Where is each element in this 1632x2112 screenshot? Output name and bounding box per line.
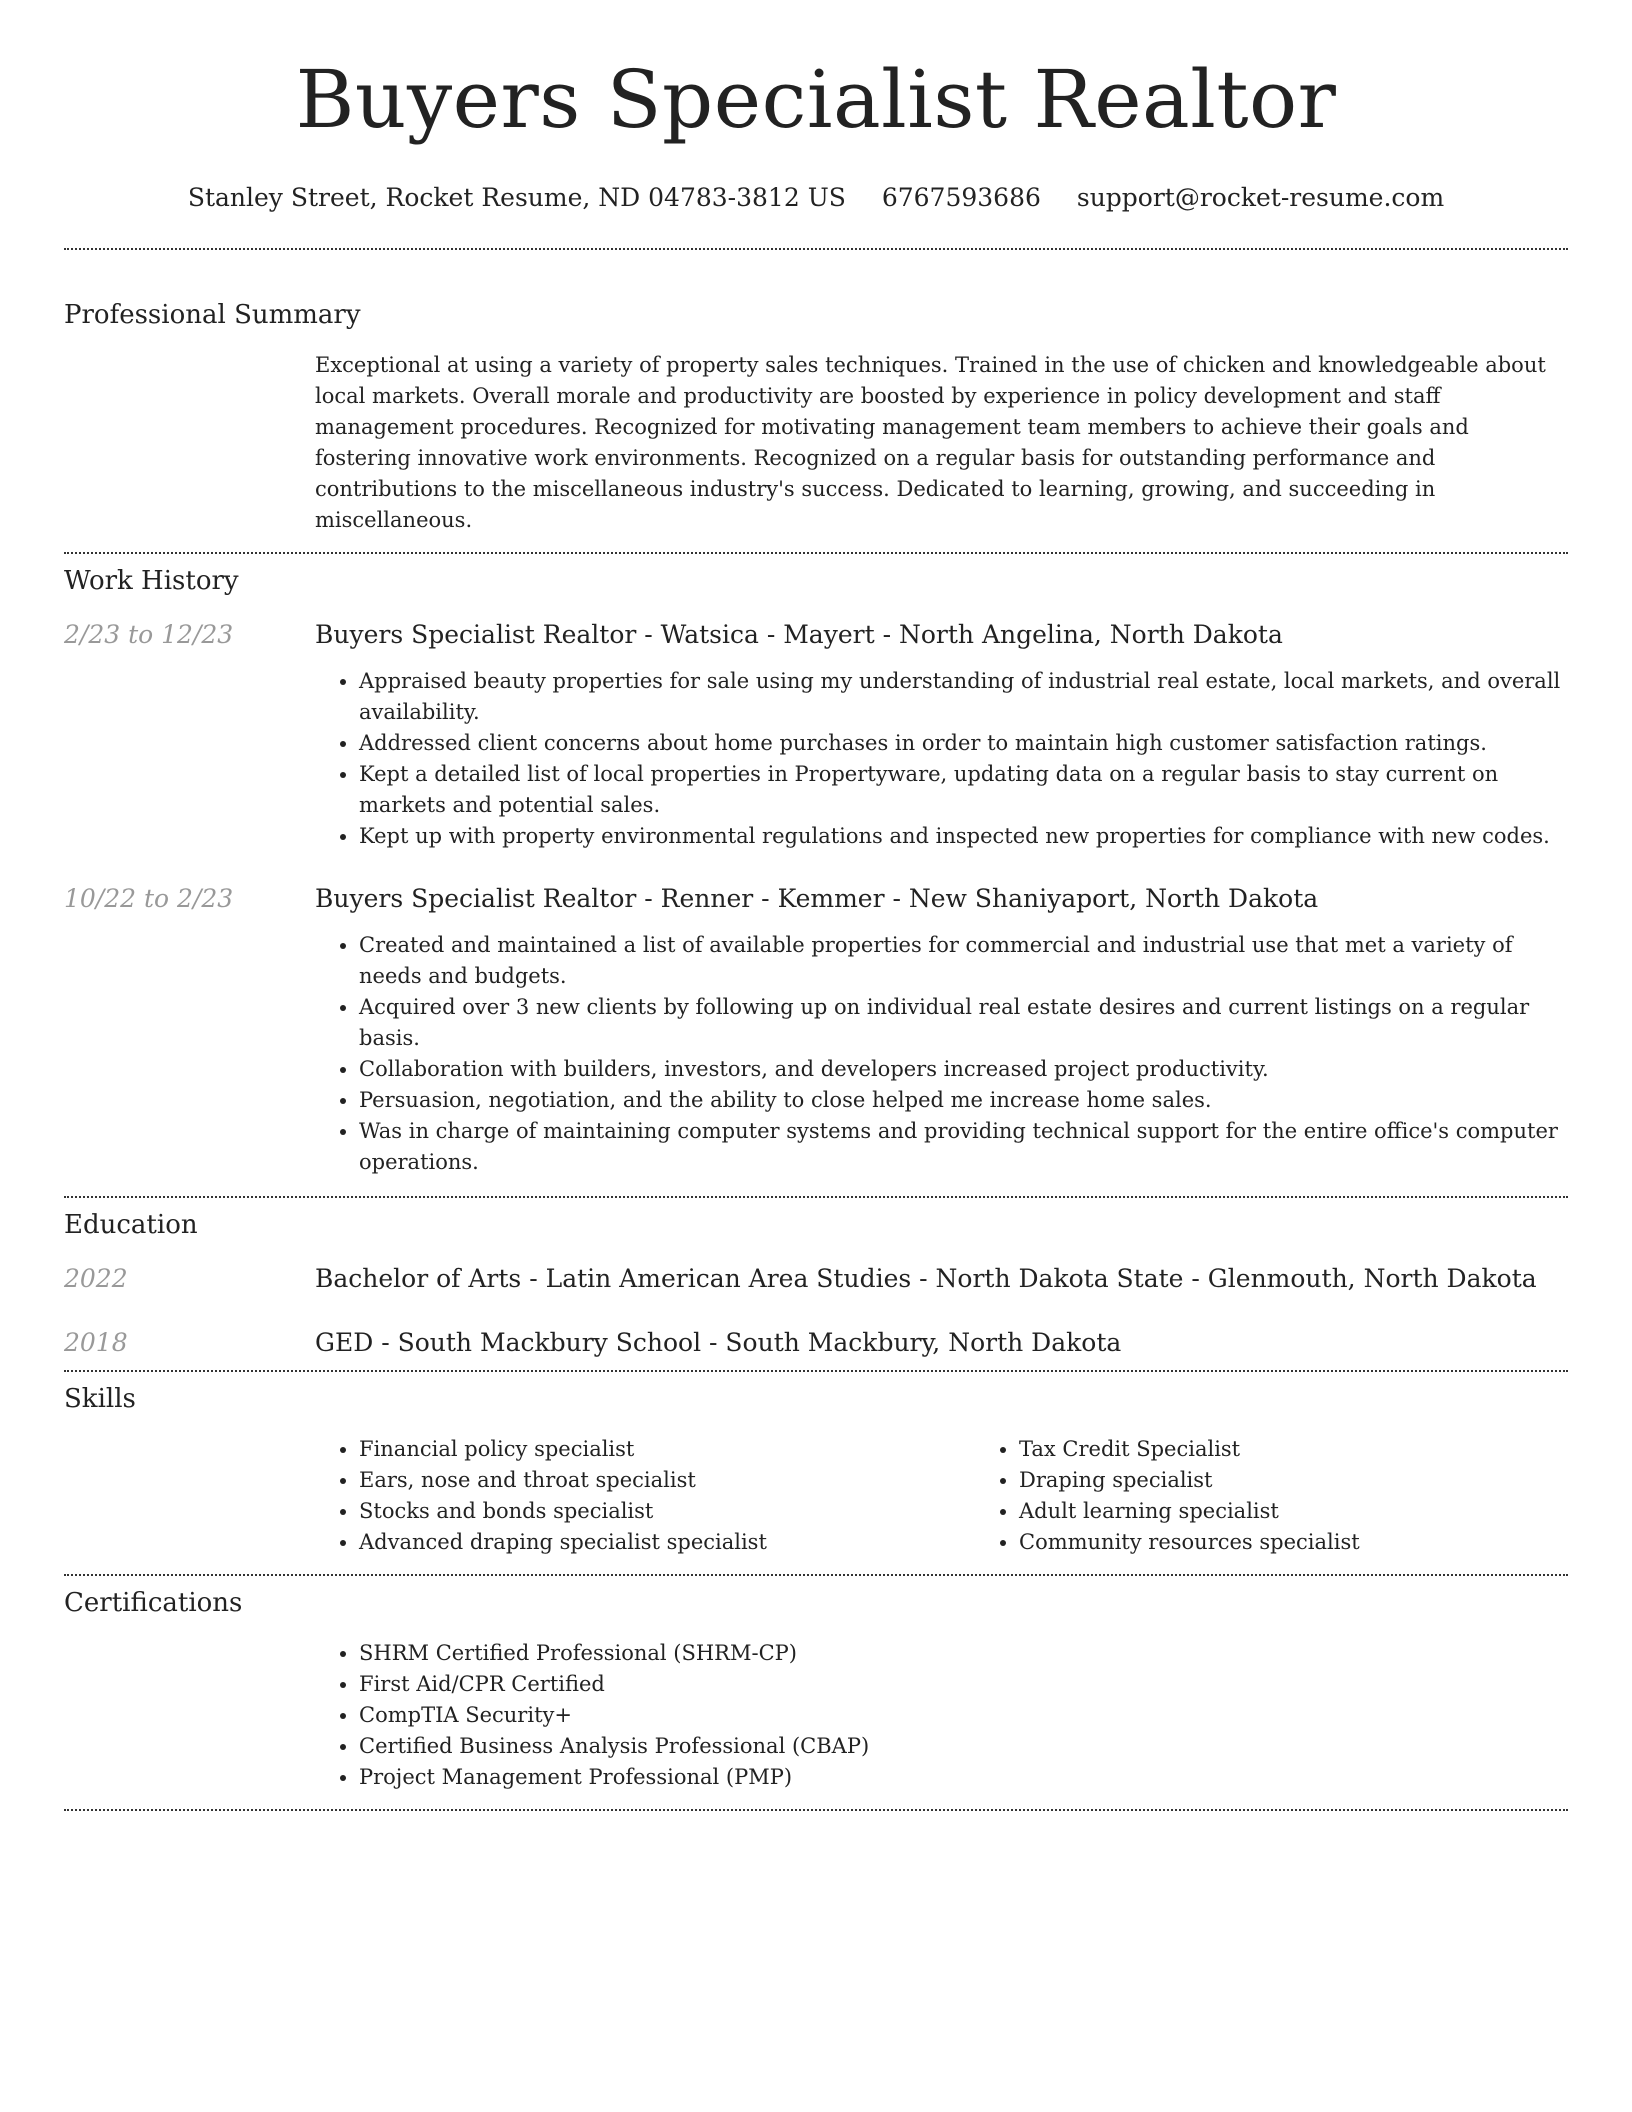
list-item: • Kept up with property environmental regulations and inspected new properties for compliance with new codes. — [359, 821, 1568, 852]
job-bullets — [315, 930, 1568, 1178]
section-title-summary: Professional Summary — [64, 300, 361, 330]
list-item: • Certified Business Analysis Professional (CBAP) — [359, 1731, 1568, 1762]
summary-text: Exceptional at using a variety of property sales techniques. Trained in the use of chicken and knowledgeable about local markets. Overall morale and productivity are boosted by experience in policy development and staff management procedures. Recognized for motivating management team members to achieve their goals and fostering innovative work environments. Recognized on a regular basis for outstanding performance and contributions to the miscellaneous industry's success. Dedicated to learning, growing, and succeeding in miscellaneous. — [315, 353, 1546, 532]
summary-section — [64, 250, 1568, 536]
section-title-skills: Skills — [64, 1384, 136, 1414]
section-title-education: Education — [64, 1210, 198, 1240]
list-item: • Persuasion, negotiation, and the ability to close helped me increase home sales. — [359, 1085, 1568, 1116]
list-item: • SHRM Certified Professional (SHRM-CP) — [359, 1638, 1568, 1669]
contact-phone: 6767593686 — [881, 183, 1041, 212]
list-item: • Ears, nose and throat specialist — [359, 1465, 975, 1496]
work-history-section — [64, 554, 1568, 1178]
skills-section — [64, 1372, 1568, 1558]
job-entry — [64, 618, 1568, 852]
certifications-list — [315, 1638, 1568, 1793]
job-bullets — [315, 666, 1568, 852]
list-item: • Community resources specialist — [1019, 1527, 1632, 1558]
contact-line — [0, 182, 1632, 214]
list-item: • Addressed client concerns about home purchases in order to maintain high customer satisfaction ratings. — [359, 728, 1568, 759]
education-title: GED - South Mackbury School - South Mackbury, North Dakota — [315, 1328, 1122, 1357]
list-item: • Tax Credit Specialist — [1019, 1434, 1632, 1465]
education-year: 2022 — [64, 1264, 128, 1293]
job-dates: 10/22 to 2/23 — [64, 884, 234, 913]
list-item: • First Aid/CPR Certified — [359, 1669, 1568, 1700]
job-entry — [64, 882, 1568, 1178]
job-title: Buyers Specialist Realtor - Renner - Kemmer - New Shaniyaport, North Dakota — [315, 884, 1319, 913]
list-item: • Stocks and bonds specialist — [359, 1496, 975, 1527]
list-item: • Acquired over 3 new clients by following up on individual real estate desires and current listings on a regular basis. — [359, 992, 1568, 1054]
education-section — [64, 1198, 1568, 1360]
list-item: • Draping specialist — [1019, 1465, 1632, 1496]
education-entry — [64, 1262, 1568, 1296]
section-title-work-history: Work History — [64, 566, 239, 596]
list-item: • Created and maintained a list of available properties for commercial and industrial use that met a variety of needs and budgets. — [359, 930, 1568, 992]
section-divider — [64, 1809, 1568, 1811]
education-title: Bachelor of Arts - Latin American Area Studies - North Dakota State - Glenmouth, North Dakota — [315, 1264, 1537, 1293]
list-item: • Advanced draping specialist specialist — [359, 1527, 975, 1558]
list-item: • Collaboration with builders, investors, and developers increased project productivity. — [359, 1054, 1568, 1085]
skills-list-right — [975, 1434, 1632, 1558]
job-title: Buyers Specialist Realtor - Watsica - Mayert - North Angelina, North Dakota — [315, 620, 1283, 649]
list-item: • Financial policy specialist — [359, 1434, 975, 1465]
list-item: • Was in charge of maintaining computer systems and providing technical support for the entire office's computer operations. — [359, 1116, 1568, 1178]
list-item: • Kept a detailed list of local properties in Propertyware, updating data on a regular basis to stay current on markets and potential sales. — [359, 759, 1568, 821]
list-item: • Appraised beauty properties for sale using my understanding of industrial real estate, local markets, and overall availability. — [359, 666, 1568, 728]
contact-address: Stanley Street, Rocket Resume, ND 04783-3812 US — [187, 183, 846, 212]
certifications-section — [64, 1576, 1568, 1793]
resume-header — [0, 0, 1632, 214]
contact-email: support@rocket-resume.com — [1076, 183, 1445, 212]
job-dates: 2/23 to 12/23 — [64, 620, 234, 649]
education-year: 2018 — [64, 1328, 128, 1357]
skills-list-left — [315, 1434, 975, 1558]
list-item: • Adult learning specialist — [1019, 1496, 1632, 1527]
list-item: • CompTIA Security+ — [359, 1700, 1568, 1731]
education-entry — [64, 1326, 1568, 1360]
section-title-certifications: Certifications — [64, 1588, 243, 1618]
list-item: • Project Management Professional (PMP) — [359, 1762, 1568, 1793]
candidate-name: Buyers Specialist Realtor — [295, 53, 1337, 146]
